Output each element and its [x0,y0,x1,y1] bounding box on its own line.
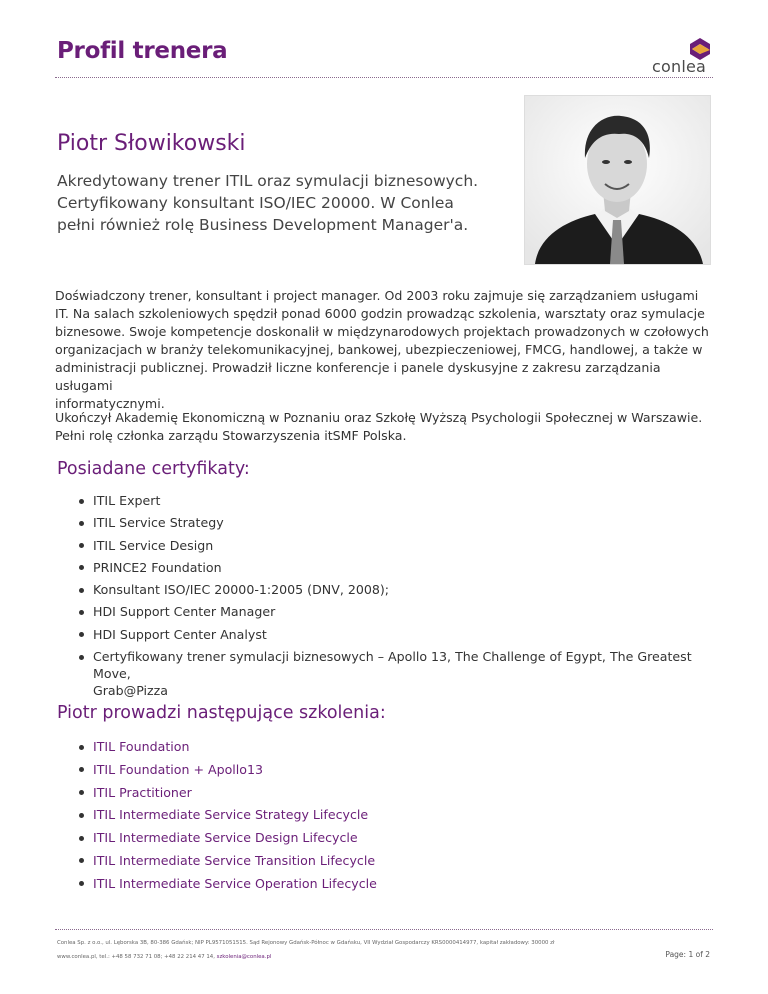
training-link[interactable]: ITIL Practitioner [93,784,192,800]
training-item [75,829,725,846]
footer-contact [57,954,271,960]
certificates-list [75,492,725,704]
bio-line: Pełni rolę członka zarządu Stowarzyszenia itSMF Polska. [55,428,407,443]
training-item [75,852,725,869]
trainings-heading: Piotr prowadzi następujące szkolenia: [57,703,386,723]
certificate-item: Konsultant ISO/IEC 20000-1:2005 (DNV, 2008); [75,581,725,598]
bio-line: organizacjach w branży telekomunikacyjnej, bankowej, ubezpieczeniowej, FMCG, handlowej, a także w [55,342,703,357]
certificate-item: ITIL Expert [75,492,725,509]
header-divider [55,77,713,78]
certificate-item [75,648,725,699]
training-link[interactable]: ITIL Intermediate Service Transition Lifecycle [93,852,376,868]
training-link[interactable]: ITIL Intermediate Service Strategy Lifecycle [93,807,369,823]
footer-email-link[interactable]: szkolenia@conlea.pl [216,954,272,960]
bio-line: Ukończył Akademię Ekonomiczną w Poznaniu oraz Szkołę Wyższą Psychologii Społecznej w Warszawie. [55,410,703,425]
training-item [75,806,725,823]
certificate-item: HDI Support Center Analyst [75,626,725,643]
bio-line: Doświadczony trener, konsultant i project manager. Od 2003 roku zajmuje się zarządzaniem usługami [55,288,699,303]
trainer-name: Piotr Słowikowski [57,131,246,156]
certificate-item: PRINCE2 Foundation [75,559,725,576]
page-number: Page: 1 of 2 [665,950,710,959]
logo-text: conlea [652,57,707,76]
bio-line: biznesowe. Swoje kompetencje doskonalił w międzynarodowych projektach prowadzonych w czołowych [55,324,709,339]
footer-divider [55,929,713,930]
footer-company-info: Conlea Sp. z o.o., ul. Lęborska 3B, 80-386 Gdańsk; NIP PL9571051515. Sąd Rejonowy Gdańsk-Północ w Gdańsku, VII Wydział Gospodarczy KRS0000414977, kapitał zakładowy: 30000 zł [57,940,555,946]
training-link[interactable]: ITIL Intermediate Service Design Lifecycle [93,830,358,846]
bio-line: IT. Na salach szkoleniowych spędził ponad 6000 godzin prowadząc szkolenia, warsztaty oraz symulacje [55,306,705,321]
certificates-heading: Posiadane certyfikaty: [57,459,250,479]
trainer-tagline [57,170,497,236]
certificate-item: ITIL Service Strategy [75,514,725,531]
certificate-item: ITIL Service Design [75,537,725,554]
trainer-photo [524,95,711,265]
certificate-item: HDI Support Center Manager [75,603,725,620]
page-title: Profil trenera [57,38,228,64]
training-item [75,761,725,778]
bio-paragraph-1 [55,287,715,413]
conlea-logo[interactable] [652,36,714,78]
bio-line: informatycznymi. [55,396,165,411]
tagline-line: Certyfikowany konsultant ISO/IEC 20000. W Conlea [57,194,454,212]
training-item [75,738,725,755]
tagline-line: pełni również rolę Business Development Manager'a. [57,216,469,234]
portrait-image [525,96,710,264]
tagline-line: Akredytowany trener ITIL oraz symulacji biznesowych. [57,172,479,190]
footer-contact-text: www.conlea.pl, tel.: +48 58 732 71 08; +48 22 214 47 14, [57,954,215,960]
training-item [75,875,725,892]
certificate-item-continuation: Grab@Pizza [93,683,168,699]
training-link[interactable]: ITIL Foundation [93,739,190,754]
training-link[interactable]: ITIL Foundation + Apollo13 [93,761,264,777]
training-item [75,784,725,801]
trainings-list [75,738,725,898]
bio-line: administracji publicznej. Prowadził liczne konferencje i panele dyskusyjne z zakresu zarządzania usługami [55,360,661,393]
certificate-item-text: Certyfikowany trener symulacji biznesowych – Apollo 13, The Challenge of Egypt, The Greatest Move, [93,649,692,682]
bio-paragraph-2 [55,409,715,445]
training-link[interactable]: ITIL Intermediate Service Operation Lifecycle [93,875,377,891]
